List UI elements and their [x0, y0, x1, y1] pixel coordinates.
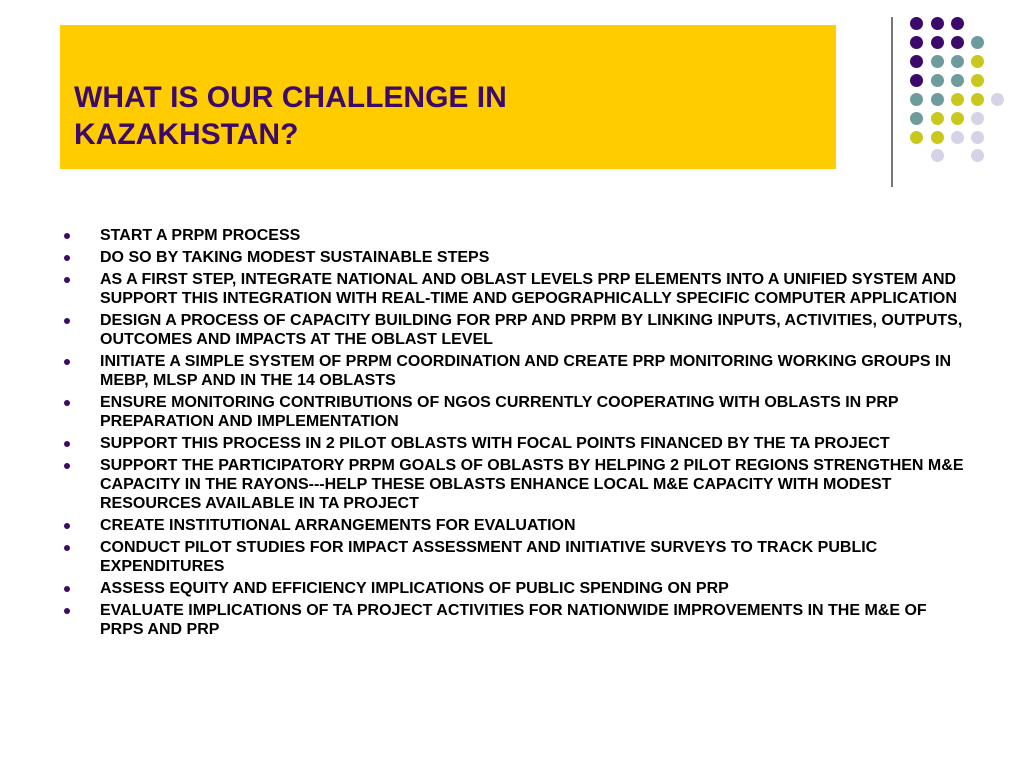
list-item-text: SUPPORT THE PARTICIPATORY PRPM GOALS OF OBLASTS BY HELPING 2 PILOT REGIONS STRENGTHEN M&E CAPACITY IN THE RAYONS---HELP THESE OBLASTS ENHANCE LOCAL M&E CAPACITY WITH MODEST RESOURCES AVAILABLE IN TA PROJECT — [100, 457, 964, 512]
decorative-dot — [931, 131, 944, 144]
list-item-text: CREATE INSTITUTIONAL ARRANGEMENTS FOR EVALUATION — [100, 517, 576, 534]
list-item — [64, 456, 964, 513]
list-item — [64, 434, 964, 453]
list-item — [64, 226, 964, 245]
bullet-dot-icon — [64, 359, 70, 365]
decorative-dot — [910, 17, 923, 30]
decorative-dot — [971, 36, 984, 49]
bullet-dot-icon — [64, 400, 70, 406]
bullet-dot-icon — [64, 441, 70, 447]
bullet-dot-icon — [64, 545, 70, 551]
list-item-text: AS A FIRST STEP, INTEGRATE NATIONAL AND OBLAST LEVELS PRP ELEMENTS INTO A UNIFIED SYSTEM AND SUPPORT THIS INTEGRATION WITH REAL-TIME AND GEPOGRAPHICALLY SPECIFIC COMPUTER APPLICATION — [100, 271, 957, 307]
list-item-text: EVALUATE IMPLICATIONS OF TA PROJECT ACTIVITIES FOR NATIONWIDE IMPROVEMENTS IN THE M&E OF PRPS AND PRP — [100, 602, 927, 638]
decorative-dot — [971, 93, 984, 106]
list-item-text: ENSURE MONITORING CONTRIBUTIONS OF NGOS CURRENTLY COOPERATING WITH OBLASTS IN PRP PREPARATION AND IMPLEMENTATION — [100, 394, 899, 430]
decorative-dot — [931, 112, 944, 125]
decorative-dot — [931, 149, 944, 162]
decorative-dot — [951, 93, 964, 106]
list-item-text: INITIATE A SIMPLE SYSTEM OF PRPM COORDINATION AND CREATE PRP MONITORING WORKING GROUPS IN MEBP, MLSP AND IN THE 14 OBLASTS — [100, 353, 951, 389]
decorative-dot — [971, 131, 984, 144]
decorative-dot — [910, 74, 923, 87]
bullet-dot-icon — [64, 463, 70, 469]
list-item — [64, 516, 964, 535]
decorative-dot — [910, 93, 923, 106]
decorative-dot — [931, 17, 944, 30]
decorative-dot — [971, 112, 984, 125]
list-item — [64, 270, 964, 308]
list-item-text: ASSESS EQUITY AND EFFICIENCY IMPLICATIONS OF PUBLIC SPENDING ON PRP — [100, 580, 729, 597]
list-item-text: CONDUCT PILOT STUDIES FOR IMPACT ASSESSMENT AND INITIATIVE SURVEYS TO TRACK PUBLIC EXPENDITURES — [100, 539, 878, 575]
list-item — [64, 352, 964, 390]
decorative-dot — [951, 112, 964, 125]
decorative-dot — [951, 17, 964, 30]
list-item-text: DESIGN A PROCESS OF CAPACITY BUILDING FOR PRP AND PRPM BY LINKING INPUTS, ACTIVITIES, OUTPUTS, OUTCOMES AND IMPACTS AT THE OBLAST LEVEL — [100, 312, 963, 348]
bullet-dot-icon — [64, 255, 70, 261]
decorative-dot — [931, 36, 944, 49]
decorative-dot — [991, 93, 1004, 106]
title-banner — [60, 25, 836, 169]
decorative-dot — [931, 93, 944, 106]
bullet-dot-icon — [64, 608, 70, 614]
slide-title — [74, 79, 814, 153]
decorative-dot — [951, 36, 964, 49]
vertical-divider — [891, 17, 893, 187]
slide-title-line-1: WHAT IS OUR CHALLENGE IN — [74, 81, 507, 114]
decorative-dot — [931, 74, 944, 87]
decorative-dot — [971, 55, 984, 68]
decorative-dot — [951, 55, 964, 68]
list-item-text: DO SO BY TAKING MODEST SUSTAINABLE STEPS — [100, 249, 490, 266]
list-item-text: START A PRPM PROCESS — [100, 227, 301, 244]
list-item — [64, 393, 964, 431]
decorative-dot — [971, 149, 984, 162]
bullet-dot-icon — [64, 233, 70, 239]
list-item-text: SUPPORT THIS PROCESS IN 2 PILOT OBLASTS WITH FOCAL POINTS FINANCED BY THE TA PROJECT — [100, 435, 890, 452]
decorative-dot — [910, 55, 923, 68]
bullet-dot-icon — [64, 318, 70, 324]
list-item — [64, 248, 964, 267]
bullet-dot-icon — [64, 523, 70, 529]
list-item — [64, 538, 964, 576]
decorative-dot — [910, 112, 923, 125]
bullet-list — [64, 226, 964, 642]
decorative-dot-grid — [905, 15, 1015, 165]
bullet-dot-icon — [64, 586, 70, 592]
decorative-dot — [931, 55, 944, 68]
decorative-dot — [951, 131, 964, 144]
list-item — [64, 601, 964, 639]
decorative-dot — [910, 36, 923, 49]
list-item — [64, 311, 964, 349]
decorative-dot — [910, 131, 923, 144]
list-item — [64, 579, 964, 598]
slide-title-line-2: KAZAKHSTAN? — [74, 118, 299, 151]
decorative-dot — [951, 74, 964, 87]
bullet-dot-icon — [64, 277, 70, 283]
decorative-dot — [971, 74, 984, 87]
